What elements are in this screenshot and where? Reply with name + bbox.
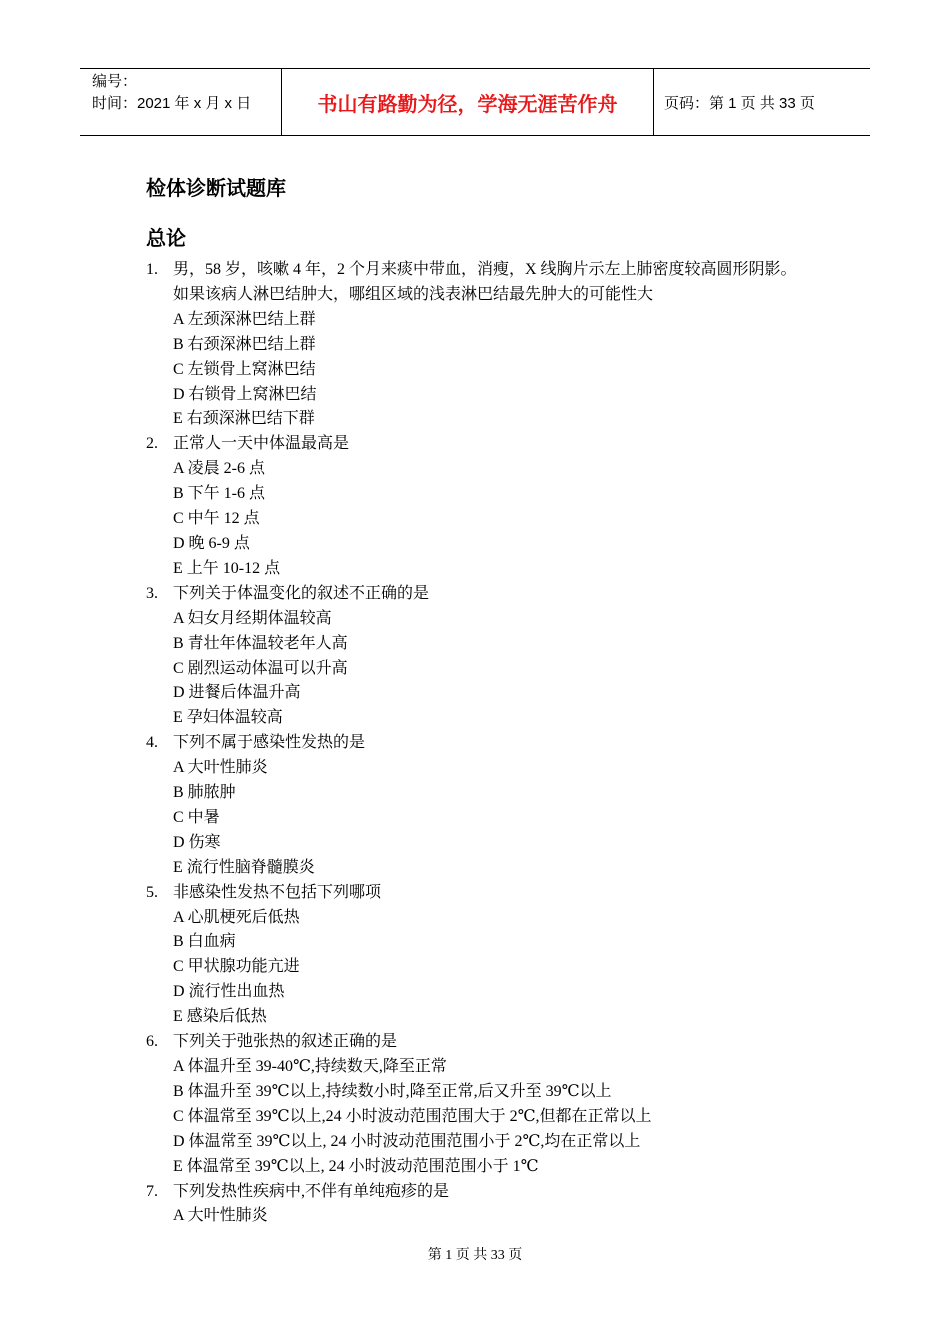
question-text: 非感染性发热不包括下列哪项: [173, 883, 382, 901]
answer-option: D 晚 6-9 点: [173, 534, 250, 552]
answer-option: A 体温升至 39-40℃,持续数天,降至正常: [173, 1058, 447, 1075]
answer-option: C 剧烈运动体温可以升高: [173, 659, 348, 677]
question-text: 下列发热性疾病中,不伴有单纯疱疹的是: [173, 1182, 450, 1200]
answer-option: E 流行性脑脊髓膜炎: [173, 858, 315, 876]
question-text: 男，58 岁，咳嗽 4 年，2 个月来痰中带血，消瘦，X 线胸片示左上肺密度较高圆形阴影。: [173, 261, 797, 278]
id-label: 编号：: [92, 73, 138, 90]
question-text: 下列不属于感染性发热的是: [173, 734, 366, 752]
page-header: [80, 68, 870, 136]
answer-option: A 大叶性肺炎: [173, 759, 268, 777]
answer-option: A 心肌梗死后低热: [173, 908, 300, 926]
answer-option: A 左颈深淋巴结上群: [173, 310, 316, 328]
question-item: [146, 582, 846, 731]
header-page-info: 页码：第 1 页 共 33 页: [664, 94, 815, 112]
page-footer: 第 1 页 共 33 页: [427, 1248, 523, 1263]
question-text: 下列关于体温变化的叙述不正确的是: [173, 584, 430, 602]
answer-option: B 青壮年体温较老年人高: [173, 634, 348, 652]
answer-option: C 左锁骨上窝淋巴结: [173, 360, 316, 378]
answer-option: B 白血病: [173, 933, 236, 951]
question-text: 如果该病人淋巴结肿大，哪组区域的浅表淋巴结最先肿大的可能性大: [173, 285, 654, 303]
question-text: 正常人一天中体温最高是: [173, 435, 350, 453]
time-label: 时间：2021 年 x 月 x 日: [92, 95, 252, 112]
question-item: [146, 1180, 846, 1230]
answer-option: D 右锁骨上窝淋巴结: [173, 385, 317, 403]
answer-option: D 伤寒: [173, 833, 221, 851]
answer-option: C 中午 12 点: [173, 510, 260, 528]
question-item: [146, 432, 846, 581]
answer-option: B 体温升至 39℃以上,持续数小时,降至正常,后又升至 39℃以上: [173, 1082, 612, 1100]
answer-option: E 体温常至 39℃以上, 24 小时波动范围范围小于 1℃: [173, 1157, 539, 1175]
question-number: 2.: [146, 435, 158, 453]
answer-option: E 孕妇体温较高: [173, 709, 283, 727]
answer-option: E 上午 10-12 点: [173, 559, 281, 577]
answer-option: D 进餐后体温升高: [173, 684, 301, 702]
question-item: [146, 258, 846, 432]
question-list: [146, 258, 846, 1229]
question-item: [146, 731, 846, 880]
answer-option: A 大叶性肺炎: [173, 1207, 268, 1225]
answer-option: C 体温常至 39℃以上,24 小时波动范围范围大于 2℃,但都在正常以上: [173, 1107, 652, 1125]
question-number: 1.: [146, 261, 158, 278]
question-text: 下列关于弛张热的叙述正确的是: [173, 1033, 398, 1051]
answer-option: E 感染后低热: [173, 1008, 267, 1026]
question-number: 3.: [146, 584, 158, 602]
document-title: 检体诊断试题库: [146, 176, 286, 200]
answer-option: D 体温常至 39℃以上, 24 小时波动范围范围小于 2℃,均在正常以上: [173, 1132, 641, 1150]
question-number: 6.: [146, 1033, 158, 1051]
question-item: [146, 881, 846, 1030]
section-title: 总论: [146, 226, 186, 250]
question-number: 7.: [146, 1182, 158, 1200]
question-number: 5.: [146, 883, 158, 901]
answer-option: D 流行性出血热: [173, 983, 285, 1001]
answer-option: A 凌晨 2-6 点: [173, 460, 266, 478]
header-motto: 书山有路勤为径，学海无涯苦作舟: [282, 69, 654, 135]
header-meta: [80, 69, 282, 135]
answer-option: A 妇女月经期体温较高: [173, 609, 332, 627]
answer-option: B 下午 1-6 点: [173, 485, 266, 503]
question-number: 4.: [146, 734, 158, 752]
answer-option: E 右颈深淋巴结下群: [173, 410, 315, 428]
question-item: [146, 1030, 846, 1179]
answer-option: B 右颈深淋巴结上群: [173, 335, 316, 353]
answer-option: B 肺脓肿: [173, 784, 236, 802]
answer-option: C 甲状腺功能亢进: [173, 958, 300, 976]
answer-option: C 中暑: [173, 808, 220, 826]
